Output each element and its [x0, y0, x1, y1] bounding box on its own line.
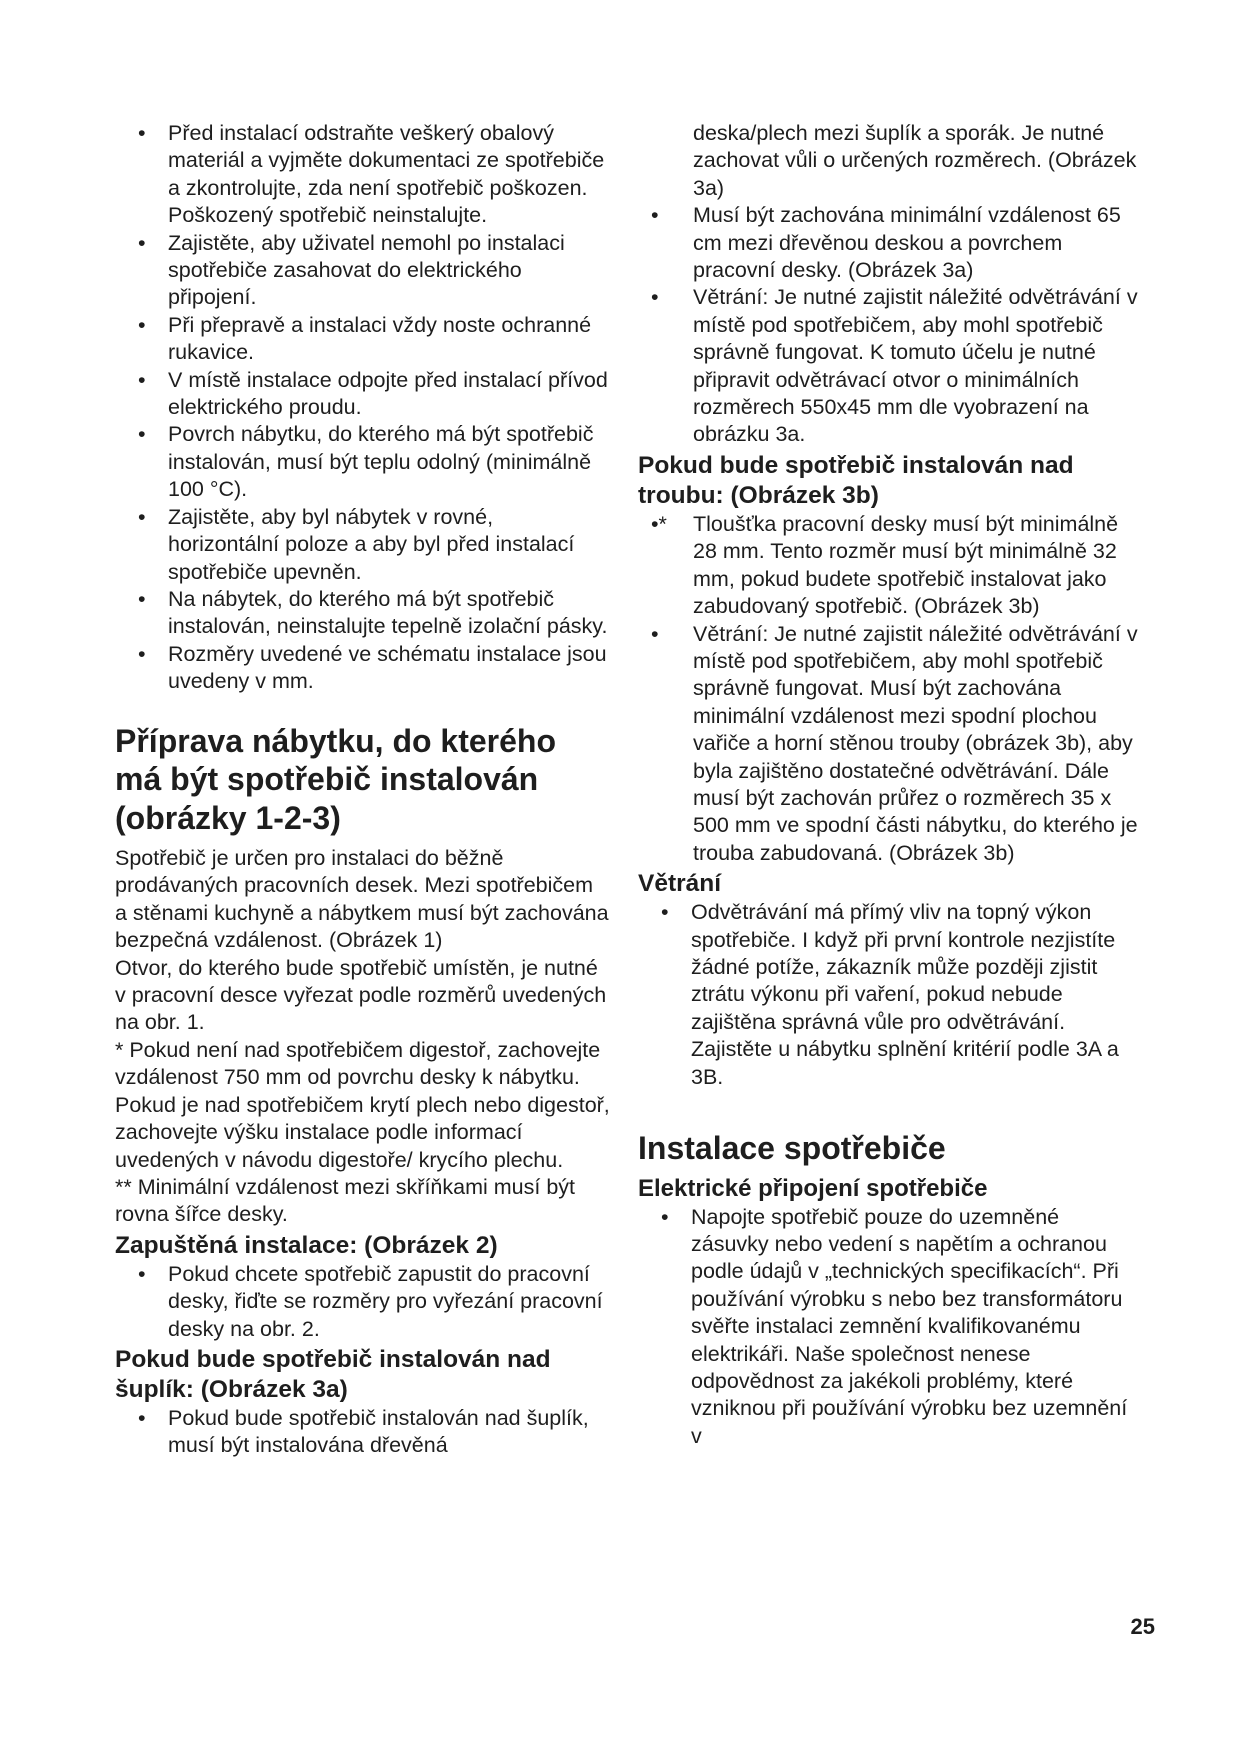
drawer-install-heading: Pokud bude spotřebič instalován nad šuplík: (Obrázek 3a) — [115, 1345, 551, 1403]
paragraph: ** Minimální vzdálenost mezi skříňkami musí být rovna šířce desky. — [115, 1174, 576, 1227]
bullet-icon: • — [138, 367, 146, 392]
bullet-icon: • — [138, 504, 146, 529]
list-item: • Zajistěte, aby byl nábytek v rovné, horizontální poloze a aby byl před instalací spotřebiče upevněn. — [138, 504, 575, 584]
paragraph: Spotřebič je určen pro instalaci do běžně prodávaných pracovních desek. Mezi spotřebičem a stěnami kuchyně a nábytkem musí být zachována bezpečná vzdálenost. (Obrázek 1) — [115, 846, 609, 953]
section-heading: Příprava nábytku, do kterého má být spotřebič instalován (obrázky 1-2-3) — [115, 722, 557, 836]
list-item: •* Tloušťka pracovní desky musí být minimálně 28 mm. Tento rozměr musí být minimálně 32 mm, pokud budete spotřebič instalovat jako zabudovaný spotřebič. (Obrázek 3b) — [651, 511, 1119, 619]
electric-connection-heading: Elektrické připojení spotřebiče — [638, 1174, 988, 1202]
list-item: • Před instalací odstraňte veškerý obalový materiál a vyjměte dokumentaci ze spotřebiče a zkontrolujte, zda není spotřebič poškozen. Poškozený spotřebič neinstalujte. — [138, 121, 605, 228]
list-item: • Na nábytek, do kterého má být spotřebič instalován, neinstalujte tepelně izolační pásky. — [138, 586, 608, 639]
list-item: • Větrání: Je nutné zajistit náležité odvětrávání v místě pod spotřebičem, aby mohl spotřebič správně fungovat. K tomuto účelu je nutné připravit odvětrávací otvor o minimálních rozměrech 550x45 mm dle vyobrazení na obrázku 3a. — [651, 285, 1138, 447]
bullet-icon: •* — [651, 511, 667, 536]
install-heading: Instalace spotřebiče — [638, 1130, 946, 1166]
left-column — [115, 120, 610, 1460]
list-item: • Při přepravě a instalaci vždy noste ochranné rukavice. — [138, 312, 592, 365]
list-item: • Musí být zachována minimální vzdálenost 65 cm mezi dřevěnou deskou a povrchem pracovní desky. (Obrázek 3a) — [651, 203, 1121, 283]
intro-bullet-list — [115, 120, 610, 696]
list-item: • Napojte spotřebič pouze do uzemněné zásuvky nebo vedení s napětím a ochranou podle údajů v „technických specifikacích“. Při používání výrobku s nebo bez transformátoru svěřte instalaci zemnění kvalifikovanému elektrikáři. Naše společnost nenese odpovědnost za jakékoli problémy, které vzniknou při používání výrobku bez uzemnění v — [661, 1204, 1128, 1448]
oven-install-heading: Pokud bude spotřebič instalován nad troubu: (Obrázek 3b) — [638, 451, 1074, 509]
page-number: 25 — [1130, 1614, 1155, 1639]
paragraph: Pokud je nad spotřebičem krytí plech nebo digestoř, zachovejte výšku instalace podle informací uvedených v návodu digestoře/ krycího plechu. — [115, 1092, 610, 1172]
list-item-continuation: deska/plech mezi šuplík a sporák. Je nutné zachovat vůli o určených rozměrech. (Obrázek 3a) — [693, 121, 1137, 200]
list-item: • V místě instalace odpojte před instalací přívod elektrického proudu. — [138, 367, 608, 420]
bullet-icon: • — [651, 621, 659, 646]
list-item: • Rozměry uvedené ve schématu instalace jsou uvedeny v mm. — [138, 641, 607, 694]
list-item: • Pokud chcete spotřebič zapustit do pracovní desky, řiďte se rozměry pro vyřezání pracovní desky na obr. 2. — [138, 1261, 603, 1341]
list-item: • Pokud bude spotřebič instalován nad šuplík, musí být instalována dřevěná — [138, 1405, 589, 1458]
bullet-icon: • — [661, 900, 669, 925]
ventilation-heading: Větrání — [638, 870, 722, 898]
bullet-icon: • — [138, 230, 146, 255]
recessed-install-heading: Zapuštěná instalace: (Obrázek 2) — [115, 1231, 498, 1259]
bullet-icon: • — [138, 312, 146, 337]
list-item: • Povrch nábytku, do kterého má být spotřebič instalován, musí být teplu odolný (minimálně 100 °C). — [138, 422, 594, 502]
list-item: • Zajistěte, aby uživatel nemohl po instalaci spotřebiče zasahovat do elektrického připojení. — [138, 230, 565, 310]
bullet-icon: • — [651, 285, 659, 310]
bullet-icon: • — [138, 1261, 146, 1286]
paragraph: * Pokud není nad spotřebičem digestoř, zachovejte vzdálenost 750 mm od povrchu desky k nábytku. — [115, 1037, 601, 1090]
bullet-icon: • — [661, 1204, 669, 1229]
bullet-icon: • — [138, 586, 146, 611]
right-column — [638, 120, 1138, 1450]
bullet-icon: • — [138, 641, 146, 666]
list-item: • Odvětrávání má přímý vliv na topný výkon spotřebiče. I když při první kontrole nezjistíte žádné potíže, zákazník může později zjistit ztrátu výkonu při vaření, pokud nebude zajištěna správná vůle pro odvětrávání. Zajistěte u nábytku splnění kritérií podle 3A a 3B. — [661, 900, 1119, 1089]
bullet-icon: • — [138, 121, 146, 145]
bullet-icon: • — [138, 422, 146, 447]
paragraph: Otvor, do kterého bude spotřebič umístěn, je nutné v pracovní desce vyřezat podle rozměrů uvedených na obr. 1. — [115, 955, 607, 1035]
bullet-icon: • — [651, 203, 659, 228]
list-item: • Větrání: Je nutné zajistit náležité odvětrávání v místě pod spotřebičem, aby mohl spotřebič správně fungovat. Musí být zachována minimální vzdálenost mezi spodní plochou vařiče a horní stěnou trouby (obrázek 3b), aby byla zajištěno dostatečné odvětrávání. Dále musí být zachován průřez o rozměrech 35 x 500 mm ve spodní části nábytku, do kterého je trouba zabudovaná. (Obrázek 3b) — [651, 621, 1138, 865]
bullet-icon: • — [138, 1405, 146, 1430]
